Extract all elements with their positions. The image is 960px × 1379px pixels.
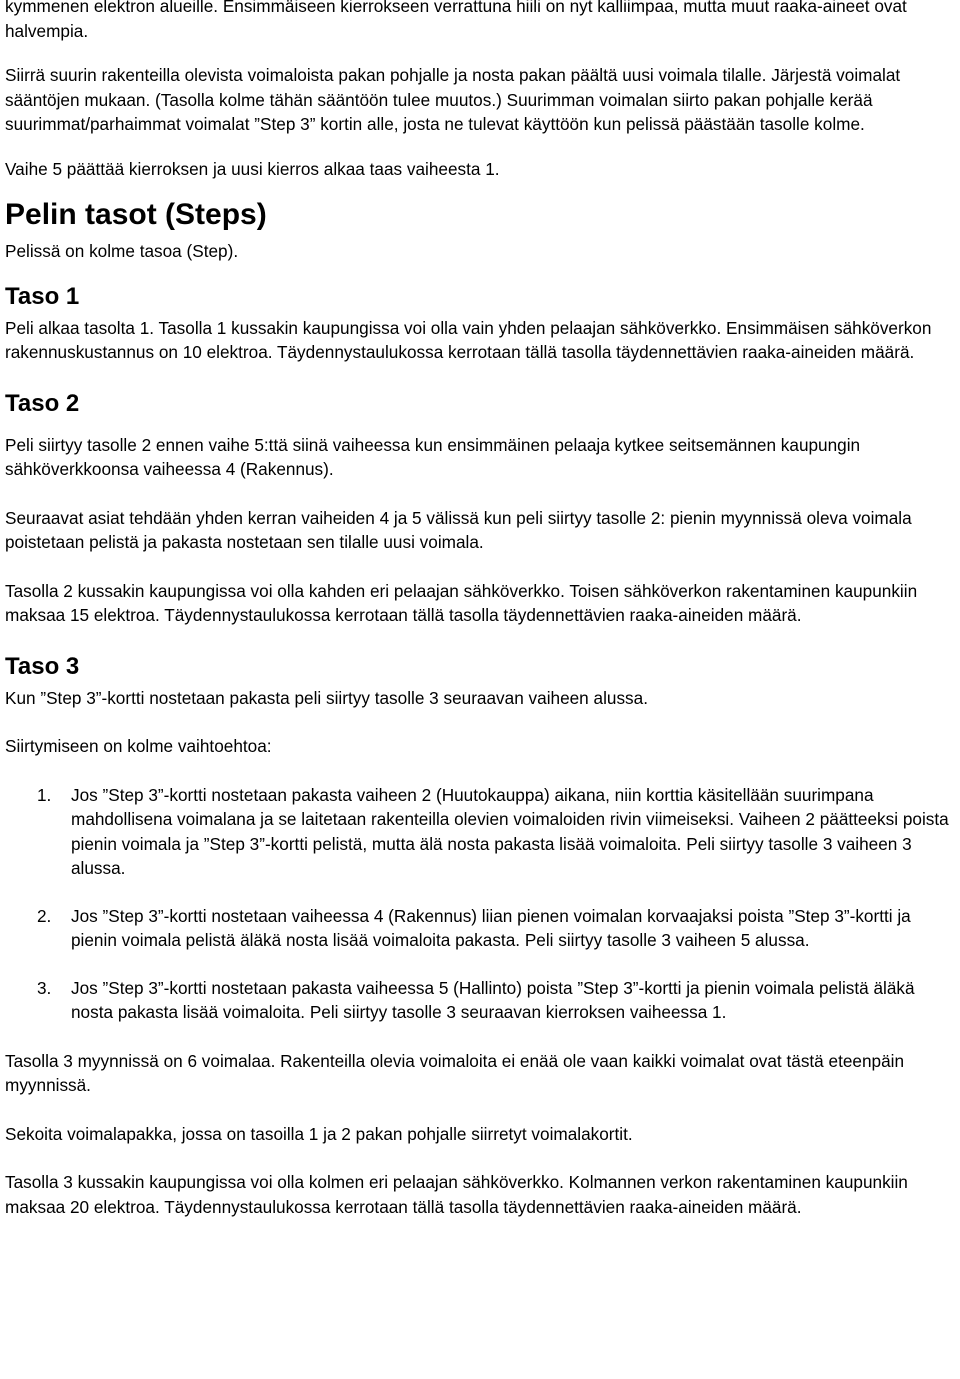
list-item (5, 904, 955, 953)
paragraph-resupply-cost: kymmenen elektron alueille. Ensimmäiseen kierrokseen verrattuna hiili on nyt kalliimpaa, mutta muut raaka-aineet ovat halvempia. (5, 0, 907, 41)
document-page (5, 0, 955, 1219)
paragraph-taso-3-market: Tasolla 3 myynnissä on 6 voimalaa. Rakenteilla olevia voimaloita ei enää ole vaan kaikki voimalat ovat tästä eteenpäin myynnissä. (5, 1050, 905, 1095)
paragraph-taso-3-networks: Tasolla 3 kussakin kaupungissa voi olla kolmen eri pelaajan sähköverkko. Kolmannen verkon rakentaminen kaupunkiin maksaa 20 elektroa. Täydennystaulukossa kerrotaan tällä tasolla täydennettävien raaka-aineiden määrä. (5, 1172, 908, 1217)
heading-taso-1: Taso 1 (5, 282, 80, 310)
paragraph-taso-3-intro: Kun ”Step 3”-kortti nostetaan pakasta peli siirtyy tasolle 3 seuraavan vaiheen alussa. (5, 687, 648, 708)
paragraph-bureaucracy: Siirrä suurin rakenteilla olevista voimaloista pakan pohjalle ja nosta pakan päältä uusi voimala tilalle. Järjestä voimalat sääntöjen mukaan. (Tasolla kolme tähän sääntöön tulee muutos.) Suurimman voimalan siirto pakan pohjalle kerää suurimmat/parhaimmat voimalat ”Step 3” kortin alle, josta ne tulevat käyttöön kun pelissä päästään tasolle kolme. (5, 65, 901, 134)
paragraph-taso-3-options-intro: Siirtymiseen on kolme vaihtoehtoa: (5, 736, 272, 756)
list-item-number: 3. (37, 977, 52, 998)
list-item-text: Jos ”Step 3”-kortti nostetaan vaiheessa 4 (Rakennus) liian pienen voimalan korvaajaksi poista ”Step 3”-kortti ja pienin voimala pelistä äläkä nosta lisää voimaloita pakasta. Peli siirtyy tasolle 3 vaiheen 5 alussa. (71, 905, 911, 950)
paragraph-steps-intro: Pelissä on kolme tasoa (Step). (5, 241, 239, 261)
heading-taso-3: Taso 3 (5, 652, 80, 680)
paragraph-taso-1: Peli alkaa tasolta 1. Tasolla 1 kussakin kaupungissa voi olla vain yhden pelaajan sähköverkko. Ensimmäisen sähköverkon rakennuskustannus on 10 elektroa. Täydennystaulukossa kerrotaan tällä tasolla täydennettävien raaka-aineiden määrä. (5, 317, 932, 362)
list-item (5, 976, 955, 1025)
list-item (5, 783, 955, 881)
paragraph-taso-2-start: Peli siirtyy tasolle 2 ennen vaihe 5:ttä siinä vaiheessa kun ensimmäinen pelaaja kytkee seitsemännen kaupungin sähköverkkoonsa vaiheessa 4 (Rakennus). (5, 434, 861, 479)
paragraph-taso-3-shuffle: Sekoita voimalapakka, jossa on tasoilla 1 ja 2 pakan pohjalle siirretyt voimalakortit. (5, 1123, 633, 1144)
paragraph-taso-2-changes: Seuraavat asiat tehdään yhden kerran vaiheiden 4 ja 5 välissä kun peli siirtyy tasolle 2: pienin myynnissä oleva voimala poistetaan pelistä ja pakasta nostetaan sen tilalle uusi voimala. (5, 507, 912, 552)
paragraph-taso-2-networks: Tasolla 2 kussakin kaupungissa voi olla kahden eri pelaajan sähköverkko. Toisen sähköverkon rakentaminen kaupunkiin maksaa 15 elektroa. Täydennystaulukossa kerrotaan tällä tasolla täydennettävien raaka-aineiden määrä. (5, 580, 918, 625)
list-item-number: 2. (37, 905, 52, 926)
list-item-number: 1. (37, 784, 52, 805)
paragraph-phase-5-end: Vaihe 5 päättää kierroksen ja uusi kierros alkaa taas vaiheesta 1. (5, 158, 500, 179)
list-item-text: Jos ”Step 3”-kortti nostetaan pakasta vaiheessa 5 (Hallinto) poista ”Step 3”-kortti ja pienin voimala pelistä äläkä nosta pakasta lisää voimaloita. Peli siirtyy tasolle 3 seuraavan kierroksen vaiheessa 1. (71, 977, 915, 1022)
heading-taso-2: Taso 2 (5, 389, 80, 417)
options-list (5, 783, 955, 1025)
heading-steps: Pelin tasot (Steps) (5, 198, 267, 231)
list-item-text: Jos ”Step 3”-kortti nostetaan pakasta vaiheen 2 (Huutokauppa) aikana, niin korttia käsitellään suurimpana mahdollisena voimalana ja se laitetaan rakenteilla olevien voimaloiden rivin viimeiseksi. Vaiheen 2 päätteeksi poista pienin voimala ja ”Step 3”-kortti pelistä, mutta älä nosta pakasta lisää voimaloita. Peli siirtyy tasolle 3 vaiheen 3 alussa. (71, 784, 949, 878)
